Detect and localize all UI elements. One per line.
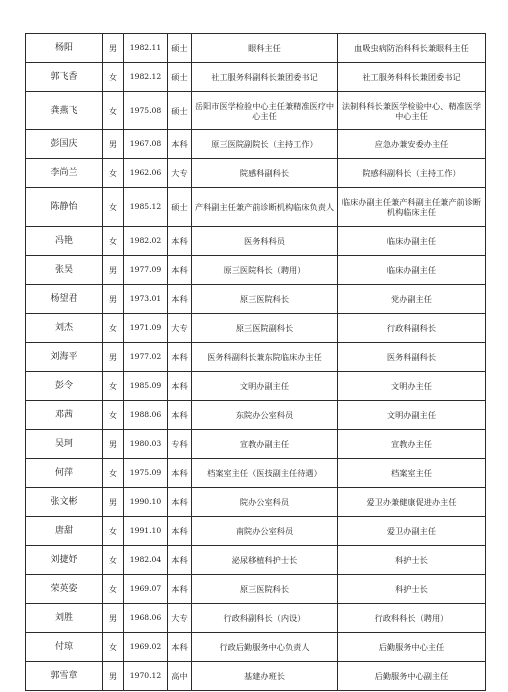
current-position-cell: 原三医院科长 [192,285,338,314]
name-cell: 唐甜 [26,517,103,546]
gender-cell: 男 [103,662,124,691]
name-cell: 刘胜 [26,604,103,633]
gender-cell: 男 [103,604,124,633]
proposed-position-cell: 爱卫办兼健康促进办主任 [338,488,486,517]
name-cell: 张文彬 [26,488,103,517]
table-row [26,63,486,92]
name-cell: 邓茜 [26,401,103,430]
education-cell: 本科 [168,517,192,546]
table-row [26,256,486,285]
birth-date-cell: 1988.06 [124,401,168,430]
proposed-position-cell: 科护士长 [338,575,486,604]
table-row [26,343,486,372]
current-position-cell: 院办公室科员 [192,488,338,517]
table-row [26,314,486,343]
name-cell: 龚燕飞 [26,92,103,130]
birth-date-cell: 1969.02 [124,633,168,662]
gender-cell: 女 [103,227,124,256]
birth-date-cell: 1970.12 [124,662,168,691]
education-cell: 硕士 [168,63,192,92]
name-cell: 陈静怡 [26,188,103,227]
current-position-cell: 产科副主任兼产前诊断机构临床负责人 [192,188,338,227]
current-position-cell: 眼科主任 [192,34,338,63]
education-cell: 硕士 [168,188,192,227]
birth-date-cell: 1969.07 [124,575,168,604]
name-cell: 刘海平 [26,343,103,372]
gender-cell: 男 [103,256,124,285]
education-cell: 大专 [168,314,192,343]
birth-date-cell: 1967.08 [124,130,168,159]
education-cell: 本科 [168,130,192,159]
birth-date-cell: 1962.06 [124,159,168,188]
education-cell: 本科 [168,285,192,314]
name-cell: 何萍 [26,459,103,488]
gender-cell: 男 [103,285,124,314]
birth-date-cell: 1977.02 [124,343,168,372]
current-position-cell: 南院办公室科员 [192,517,338,546]
proposed-position-cell: 科护士长 [338,546,486,575]
name-cell: 付琼 [26,633,103,662]
proposed-position-cell: 行政科科长（聘用） [338,604,486,633]
proposed-position-cell: 后勤服务中心副主任 [338,662,486,691]
gender-cell: 女 [103,546,124,575]
name-cell: 彭国庆 [26,130,103,159]
name-cell: 杨阳 [26,34,103,63]
current-position-cell: 泌尿移植科护士长 [192,546,338,575]
table-row [26,34,486,63]
proposed-position-cell: 临床办副主任 [338,227,486,256]
birth-date-cell: 1990.10 [124,488,168,517]
current-position-cell: 岳阳市医学检验中心主任兼精准医疗中心主任 [192,92,338,130]
table-row [26,188,486,227]
birth-date-cell: 1973.01 [124,285,168,314]
education-cell: 本科 [168,256,192,285]
current-position-cell: 院感科副科长 [192,159,338,188]
table-row [26,546,486,575]
gender-cell: 女 [103,401,124,430]
education-cell: 本科 [168,227,192,256]
name-cell: 郭飞香 [26,63,103,92]
proposed-position-cell: 爱卫办副主任 [338,517,486,546]
birth-date-cell: 1991.10 [124,517,168,546]
proposed-position-cell: 院感科副科长（主持工作） [338,159,486,188]
education-cell: 本科 [168,401,192,430]
staff-appointment-table [25,33,486,691]
birth-date-cell: 1968.06 [124,604,168,633]
proposed-position-cell: 行政科副科长 [338,314,486,343]
current-position-cell: 原三医院科长 [192,575,338,604]
education-cell: 硕士 [168,34,192,63]
proposed-position-cell: 法制科科长兼医学检验中心、精准医学中心主任 [338,92,486,130]
table-row [26,575,486,604]
current-position-cell: 社工服务科副科长兼团委书记 [192,63,338,92]
name-cell: 刘杰 [26,314,103,343]
current-position-cell: 基建办班长 [192,662,338,691]
gender-cell: 男 [103,343,124,372]
birth-date-cell: 1985.12 [124,188,168,227]
table-row [26,459,486,488]
current-position-cell: 东院办公室科员 [192,401,338,430]
proposed-position-cell: 血吸虫病防治科科长兼眼科主任 [338,34,486,63]
gender-cell: 女 [103,92,124,130]
proposed-position-cell: 宣教办主任 [338,430,486,459]
current-position-cell: 医务科科员 [192,227,338,256]
table-row [26,517,486,546]
proposed-position-cell: 社工服务科科长兼团委书记 [338,63,486,92]
birth-date-cell: 1982.04 [124,546,168,575]
proposed-position-cell: 文明办副主任 [338,401,486,430]
proposed-position-cell: 医务科副科长 [338,343,486,372]
gender-cell: 女 [103,314,124,343]
gender-cell: 男 [103,34,124,63]
gender-cell: 女 [103,188,124,227]
current-position-cell: 原三医院科长（聘用） [192,256,338,285]
table-body [26,34,486,691]
proposed-position-cell: 党办副主任 [338,285,486,314]
current-position-cell: 原三医院副科长 [192,314,338,343]
birth-date-cell: 1975.09 [124,459,168,488]
table-row [26,227,486,256]
table-row [26,285,486,314]
name-cell: 冯艳 [26,227,103,256]
gender-cell: 女 [103,159,124,188]
current-position-cell: 医务科副科长兼东院临床办主任 [192,343,338,372]
proposed-position-cell: 文明办主任 [338,372,486,401]
education-cell: 硕士 [168,92,192,130]
table-row [26,92,486,130]
name-cell: 彭令 [26,372,103,401]
birth-date-cell: 1982.11 [124,34,168,63]
gender-cell: 女 [103,517,124,546]
birth-date-cell: 1982.02 [124,227,168,256]
birth-date-cell: 1975.08 [124,92,168,130]
name-cell: 郭雪章 [26,662,103,691]
table-row [26,159,486,188]
proposed-position-cell: 临床办副主任兼产科副主任兼产前诊断机构临床主任 [338,188,486,227]
gender-cell: 女 [103,575,124,604]
education-cell: 本科 [168,546,192,575]
name-cell: 张昊 [26,256,103,285]
gender-cell: 女 [103,633,124,662]
name-cell: 李尚兰 [26,159,103,188]
table-row [26,604,486,633]
gender-cell: 男 [103,430,124,459]
education-cell: 本科 [168,459,192,488]
education-cell: 本科 [168,575,192,604]
current-position-cell: 档案室主任（医技副主任待遇） [192,459,338,488]
education-cell: 专科 [168,430,192,459]
education-cell: 本科 [168,372,192,401]
birth-date-cell: 1982.12 [124,63,168,92]
gender-cell: 女 [103,459,124,488]
current-position-cell: 原三医院副院长（主持工作） [192,130,338,159]
current-position-cell: 行政科副科长（内设） [192,604,338,633]
gender-cell: 女 [103,63,124,92]
gender-cell: 男 [103,488,124,517]
education-cell: 本科 [168,343,192,372]
birth-date-cell: 1977.09 [124,256,168,285]
gender-cell: 男 [103,130,124,159]
birth-date-cell: 1980.03 [124,430,168,459]
education-cell: 高中 [168,662,192,691]
education-cell: 本科 [168,488,192,517]
current-position-cell: 行政后勤服务中心负责人 [192,633,338,662]
proposed-position-cell: 应急办兼安委办主任 [338,130,486,159]
table-row [26,633,486,662]
birth-date-cell: 1971.09 [124,314,168,343]
table-row [26,130,486,159]
table-row [26,430,486,459]
table-row [26,401,486,430]
name-cell: 吴珂 [26,430,103,459]
table-row [26,372,486,401]
current-position-cell: 宣教办副主任 [192,430,338,459]
proposed-position-cell: 后勤服务中心主任 [338,633,486,662]
education-cell: 本科 [168,633,192,662]
name-cell: 杨望君 [26,285,103,314]
name-cell: 荣英姿 [26,575,103,604]
proposed-position-cell: 临床办副主任 [338,256,486,285]
table-row [26,488,486,517]
current-position-cell: 文明办副主任 [192,372,338,401]
name-cell: 刘捷妤 [26,546,103,575]
education-cell: 大专 [168,159,192,188]
gender-cell: 女 [103,372,124,401]
proposed-position-cell: 档案室主任 [338,459,486,488]
table-row [26,662,486,691]
education-cell: 大专 [168,604,192,633]
birth-date-cell: 1985.09 [124,372,168,401]
